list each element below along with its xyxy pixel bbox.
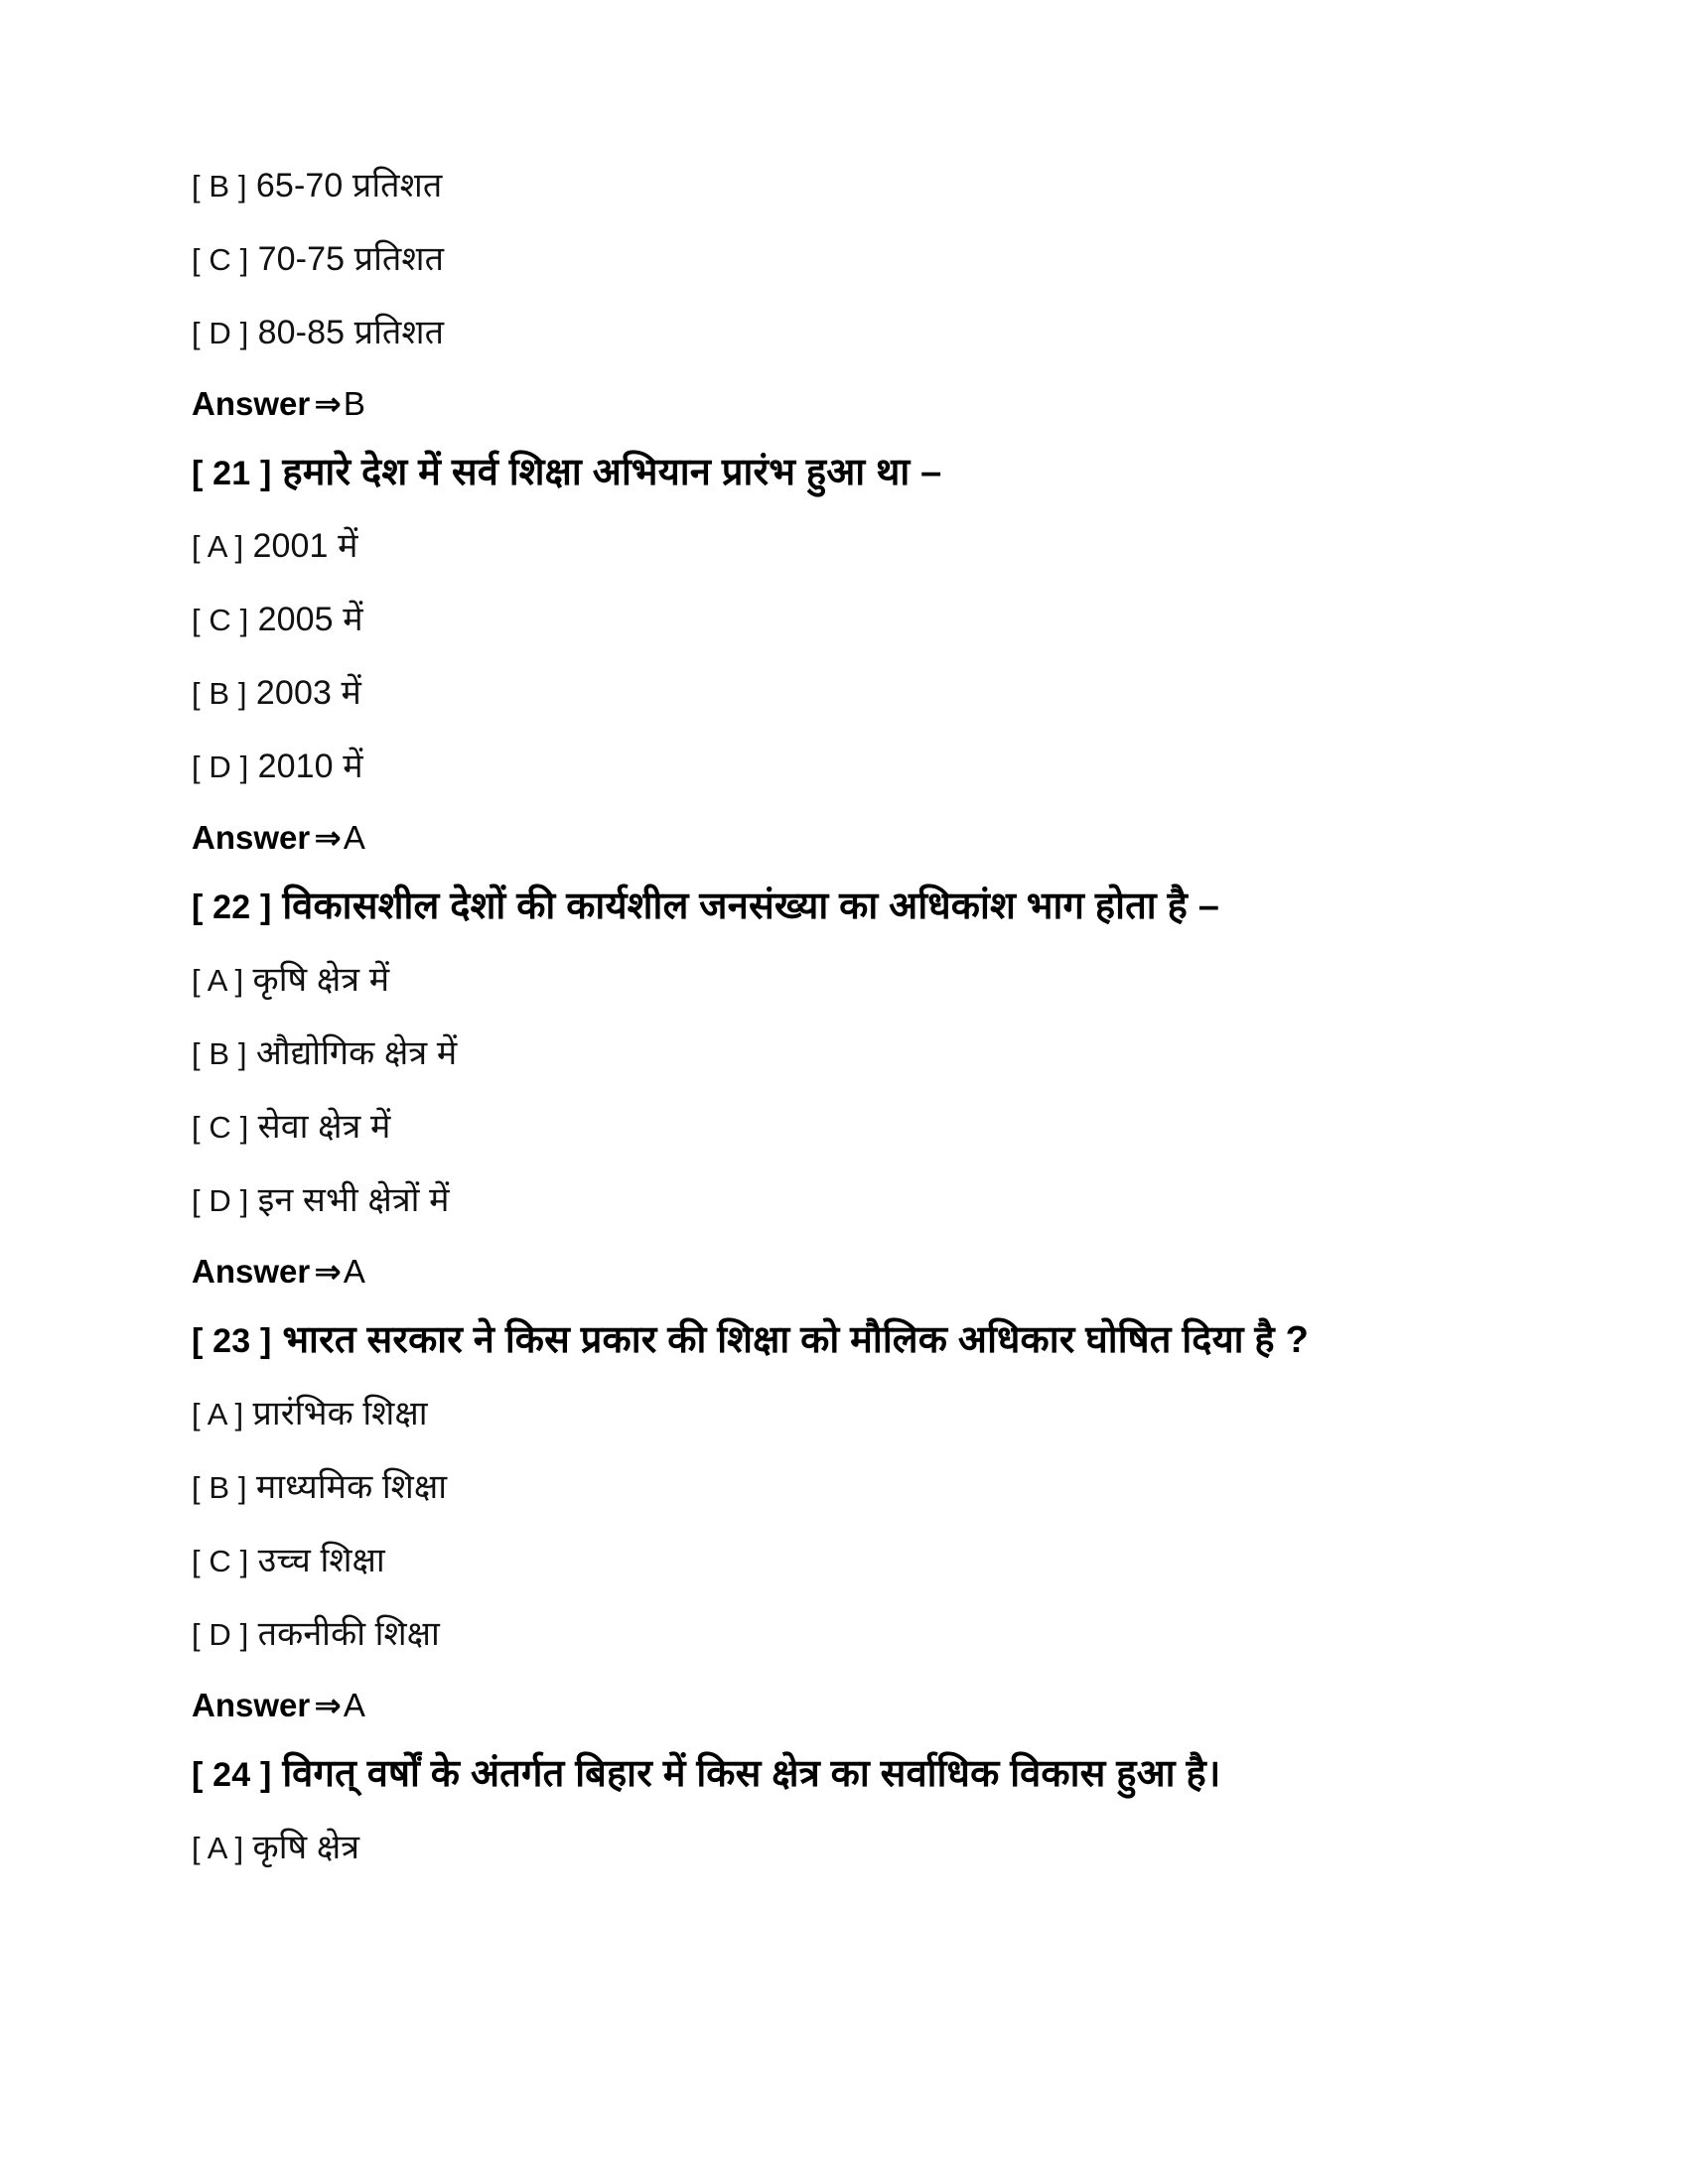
option-row (192, 169, 1512, 203)
answer-arrow-icon: ⇒ (314, 818, 342, 856)
option-tag: [ A ] (192, 962, 244, 998)
question-number: [ 23 ] (192, 1321, 272, 1360)
question-text: हमारे देश में सर्व शिक्षा अभियान प्रारंभ हुआ था – (282, 452, 942, 493)
answer-label: Answer (192, 818, 311, 856)
option-text: इन सभी क्षेत्रों में (257, 1180, 450, 1219)
option-tag: [ D ] (192, 749, 249, 784)
option-tag: [ B ] (192, 675, 247, 711)
answer-value: A (343, 1252, 365, 1290)
option-row (192, 600, 1512, 638)
option-row (192, 1541, 1512, 1579)
question-number: [ 22 ] (192, 887, 272, 926)
option-row (192, 747, 1512, 785)
option-text: प्रारंभिक शिक्षा (252, 1394, 428, 1433)
answer-label: Answer (192, 1252, 311, 1290)
option-text: 2001 में (252, 526, 358, 565)
option-text: माध्यमिक शिक्षा (255, 1467, 448, 1506)
option-tag: [ C ] (192, 1109, 249, 1145)
option-text: 2010 में (257, 747, 363, 785)
question-heading (192, 1318, 1512, 1361)
option-text: औद्योगिक क्षेत्र में (255, 1033, 458, 1072)
option-tag: [ C ] (192, 1543, 249, 1578)
question-number: [ 24 ] (192, 1755, 272, 1794)
option-tag: [ A ] (192, 1830, 244, 1865)
page-content (192, 169, 1512, 1864)
option-tag: [ C ] (192, 242, 249, 277)
option-tag: [ C ] (192, 602, 249, 637)
option-row (192, 673, 1512, 712)
question-text: भारत सरकार ने किस प्रकार की शिक्षा को मौलिक अधिकार घोषित दिया है ? (282, 1318, 1309, 1361)
option-tag: [ D ] (192, 316, 249, 350)
answer-arrow-icon: ⇒ (314, 1252, 342, 1290)
answer-line (192, 1686, 1512, 1723)
answer-line (192, 818, 1512, 856)
answer-arrow-icon: ⇒ (314, 385, 342, 422)
option-tag: [ B ] (192, 1035, 247, 1071)
answer-line (192, 387, 1512, 420)
option-tag: [ D ] (192, 1616, 249, 1652)
option-text: कृषि क्षेत्र में (252, 960, 390, 999)
answer-value: A (343, 818, 365, 856)
question-text: विगत् वर्षों के अंतर्गत बिहार में किस क्षेत्र का सर्वाधिक विकास हुआ है। (282, 1752, 1221, 1795)
answer-line (192, 1252, 1512, 1290)
question-text: विकासशील देशों की कार्यशील जनसंख्या का अधिकांश भाग होता है – (282, 885, 1220, 927)
option-tag: [ D ] (192, 1182, 249, 1218)
option-tag: [ A ] (192, 528, 244, 564)
option-text: सेवा क्षेत्र में (257, 1107, 391, 1146)
option-row (192, 960, 1512, 999)
option-tag: [ B ] (192, 169, 247, 204)
question-heading (192, 454, 1512, 493)
option-text: 2003 में (255, 673, 361, 712)
option-text: 70-75 प्रतिशत (257, 240, 445, 278)
option-row (192, 1033, 1512, 1072)
option-row (192, 1107, 1512, 1146)
option-text: कृषि क्षेत्र (252, 1828, 360, 1866)
option-row (192, 242, 1512, 276)
option-text: 65-70 प्रतिशत (255, 167, 443, 205)
question-heading (192, 887, 1512, 927)
option-text: तकनीकी शिक्षा (257, 1614, 440, 1653)
option-text: 80-85 प्रतिशत (257, 314, 445, 351)
option-row (192, 1467, 1512, 1506)
option-row (192, 526, 1512, 565)
answer-label: Answer (192, 385, 311, 422)
answer-arrow-icon: ⇒ (314, 1686, 342, 1723)
option-text: उच्च शिक्षा (257, 1541, 385, 1579)
answer-value: A (343, 1686, 365, 1723)
answer-label: Answer (192, 1686, 311, 1723)
question-number: [ 21 ] (192, 455, 272, 492)
option-text: 2005 में (257, 600, 363, 638)
option-row (192, 1394, 1512, 1433)
option-row (192, 1180, 1512, 1219)
option-row (192, 1828, 1512, 1866)
question-heading (192, 1752, 1512, 1795)
option-tag: [ B ] (192, 1469, 247, 1505)
answer-value: B (343, 385, 365, 422)
option-tag: [ A ] (192, 1396, 244, 1432)
option-row (192, 316, 1512, 349)
option-row (192, 1614, 1512, 1653)
